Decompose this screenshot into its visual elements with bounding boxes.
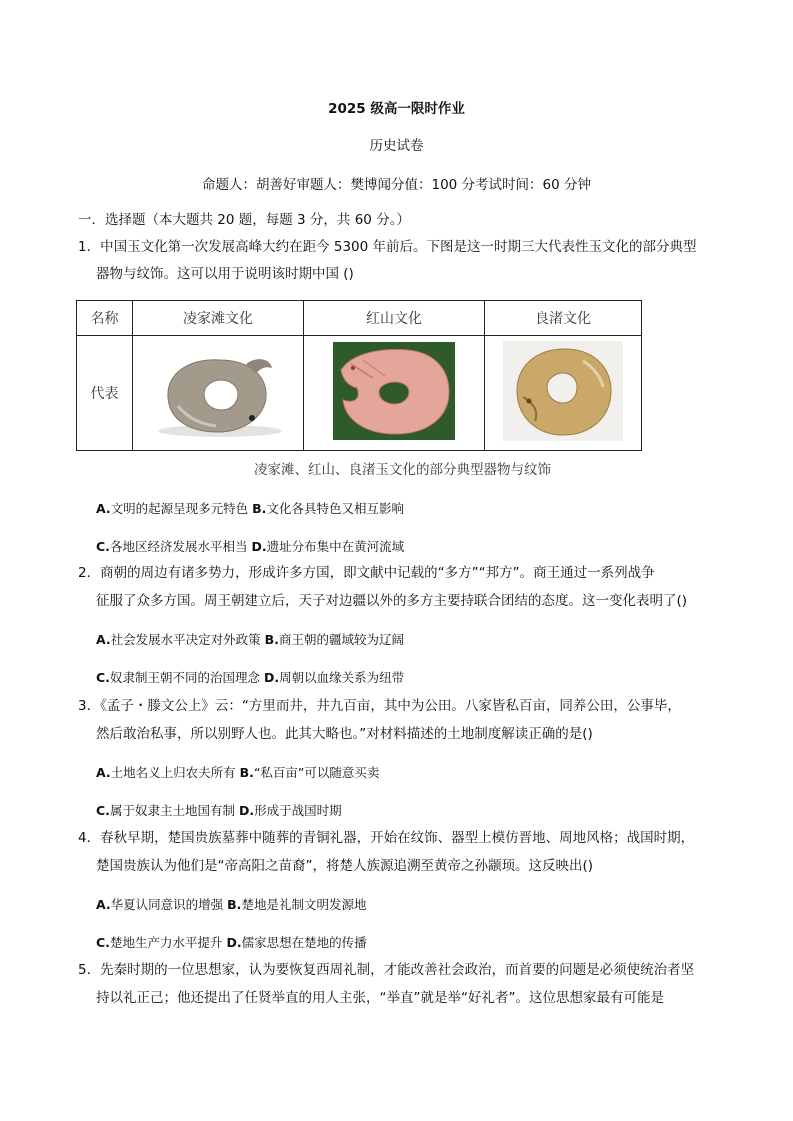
q4-option-a-label: A. — [96, 897, 111, 912]
q1-option-b: 文化各具特色又相互影响 — [266, 501, 404, 516]
q3-option-a: 土地名义上归农夫所有 — [110, 765, 236, 780]
q4-option-c: 楚地生产力水平提升 — [109, 935, 223, 950]
q4-option-c-label: C. — [96, 935, 110, 950]
q3-option-a-label: A. — [96, 765, 111, 780]
exam-subtitle: 历史试卷 — [369, 138, 424, 154]
q1-option-c-label: C. — [96, 539, 110, 554]
table-header-lingjiatan: 凌家滩文化 — [133, 301, 304, 336]
q2-option-c-label: C. — [96, 670, 110, 685]
q2-option-a-label: A. — [96, 632, 111, 647]
q3-option-d-label: D. — [238, 803, 255, 818]
table-header-liangzhu: 良渚文化 — [485, 301, 642, 336]
table-header-hongshan: 红山文化 — [304, 301, 485, 336]
lingjiatan-jade-image — [138, 336, 298, 446]
jade-culture-table — [76, 300, 642, 451]
q2-option-d-label: D. — [263, 670, 280, 685]
q2-line1: 2．商朝的周边有诸多势力，形成许多方国，即文献中记载的“多方”“邦方”。商王通过一系列战争 — [78, 565, 655, 581]
q3-options-ab — [96, 764, 379, 782]
q3-option-b: “私百亩”可以随意买卖 — [253, 765, 380, 780]
q3-option-b-label: B. — [239, 765, 254, 780]
q2-option-c: 奴隶制王朝不同的治国理念 — [109, 670, 260, 685]
q2-option-b: 商王朝的疆域较为辽阔 — [278, 632, 404, 647]
q3-option-d: 形成于战国时期 — [254, 803, 342, 818]
q3-option-c-label: C. — [96, 803, 110, 818]
exam-meta: 命题人：胡善好审题人：樊博闻分值：100 分考试时间：60 分钟 — [201, 177, 592, 193]
q1-options-cd — [96, 538, 404, 556]
q1-option-a: 文明的起源呈现多元特色 — [110, 501, 249, 516]
table-row-label: 代表 — [77, 336, 133, 451]
exam-title: 2025 级高一限时作业 — [328, 101, 465, 117]
q4-line1: 4．春秋早期，楚国贵族墓葬中随葬的青铜礼器，开始在纹饰、器型上模仿晋地、周地风格；战国时期， — [78, 830, 695, 846]
hongshan-jade-cell — [304, 336, 485, 451]
q2-option-d: 周朝以血缘关系为纽带 — [279, 670, 405, 685]
q3-option-c: 属于奴隶主土地国有制 — [109, 803, 235, 818]
q2-line2: 征服了众多方国。周王朝建立后，天子对边疆以外的多方主要持联合团结的态度。这一变化表明了() — [96, 593, 688, 609]
liangzhu-jade-cell — [485, 336, 642, 451]
q1-option-d-label: D. — [251, 539, 267, 554]
q2-option-b-label: B. — [264, 632, 279, 647]
q4-line2: 楚国贵族认为他们是“帝高阳之苗裔”，将楚人族源追溯至黄帝之孙颛顼。这反映出() — [96, 858, 594, 874]
hongshan-jade-image — [333, 342, 455, 440]
q4-options-ab — [96, 896, 366, 914]
q3-line1: 3．《孟子・滕文公上》云：“方里而井，井九百亩，其中为公田。八家皆私百亩，同养公田，公事毕， — [78, 698, 681, 714]
q1-option-a-label: A. — [96, 501, 111, 516]
q3-options-cd — [96, 802, 342, 820]
q4-option-b-label: B. — [227, 897, 242, 912]
lingjiatan-jade-cell — [133, 336, 304, 451]
q5-line1: 5．先秦时期的一位思想家，认为要恢复西周礼制，才能改善社会政治，而首要的问题是必须使统治者坚 — [78, 962, 695, 978]
q1-line1: 1．中国玉文化第一次发展高峰大约在距今 5300 年前后。下图是这一时期三大代表性玉文化的部分典型 — [78, 239, 697, 255]
q5-line2: 持以礼正己；他还提出了任贤举直的用人主张，“举直”就是举“好礼者”。这位思想家最有可能是 — [96, 990, 664, 1006]
q2-options-ab — [96, 631, 404, 649]
q1-options-ab — [96, 500, 404, 518]
q4-options-cd — [96, 934, 367, 952]
q1-option-d: 遗址分布集中在黄河流域 — [266, 539, 405, 554]
table-caption: 凌家滩、红山、良渚玉文化的部分典型器物与纹饰 — [254, 462, 551, 478]
q4-option-b: 楚地是礼制文明发源地 — [241, 897, 367, 912]
liangzhu-jade-image — [503, 341, 623, 441]
q3-line2: 然后敢治私事，所以别野人也。此其大略也。”对材料描述的土地制度解读正确的是() — [96, 726, 593, 742]
q2-option-a: 社会发展水平决定对外政策 — [110, 632, 261, 647]
q1-line2: 器物与纹饰。这可以用于说明该时期中国 () — [96, 266, 354, 282]
section-heading: 一．选择题（本大题共 20 题，每题 3 分，共 60 分。） — [78, 212, 410, 228]
q4-option-a: 华夏认同意识的增强 — [110, 897, 224, 912]
q1-option-b-label: B. — [252, 501, 267, 516]
q4-option-d: 儒家思想在楚地的传播 — [241, 935, 367, 950]
q2-options-cd — [96, 669, 404, 687]
q1-option-c: 各地区经济发展水平相当 — [109, 539, 248, 554]
q4-option-d-label: D. — [226, 935, 242, 950]
table-header-name: 名称 — [77, 301, 133, 336]
